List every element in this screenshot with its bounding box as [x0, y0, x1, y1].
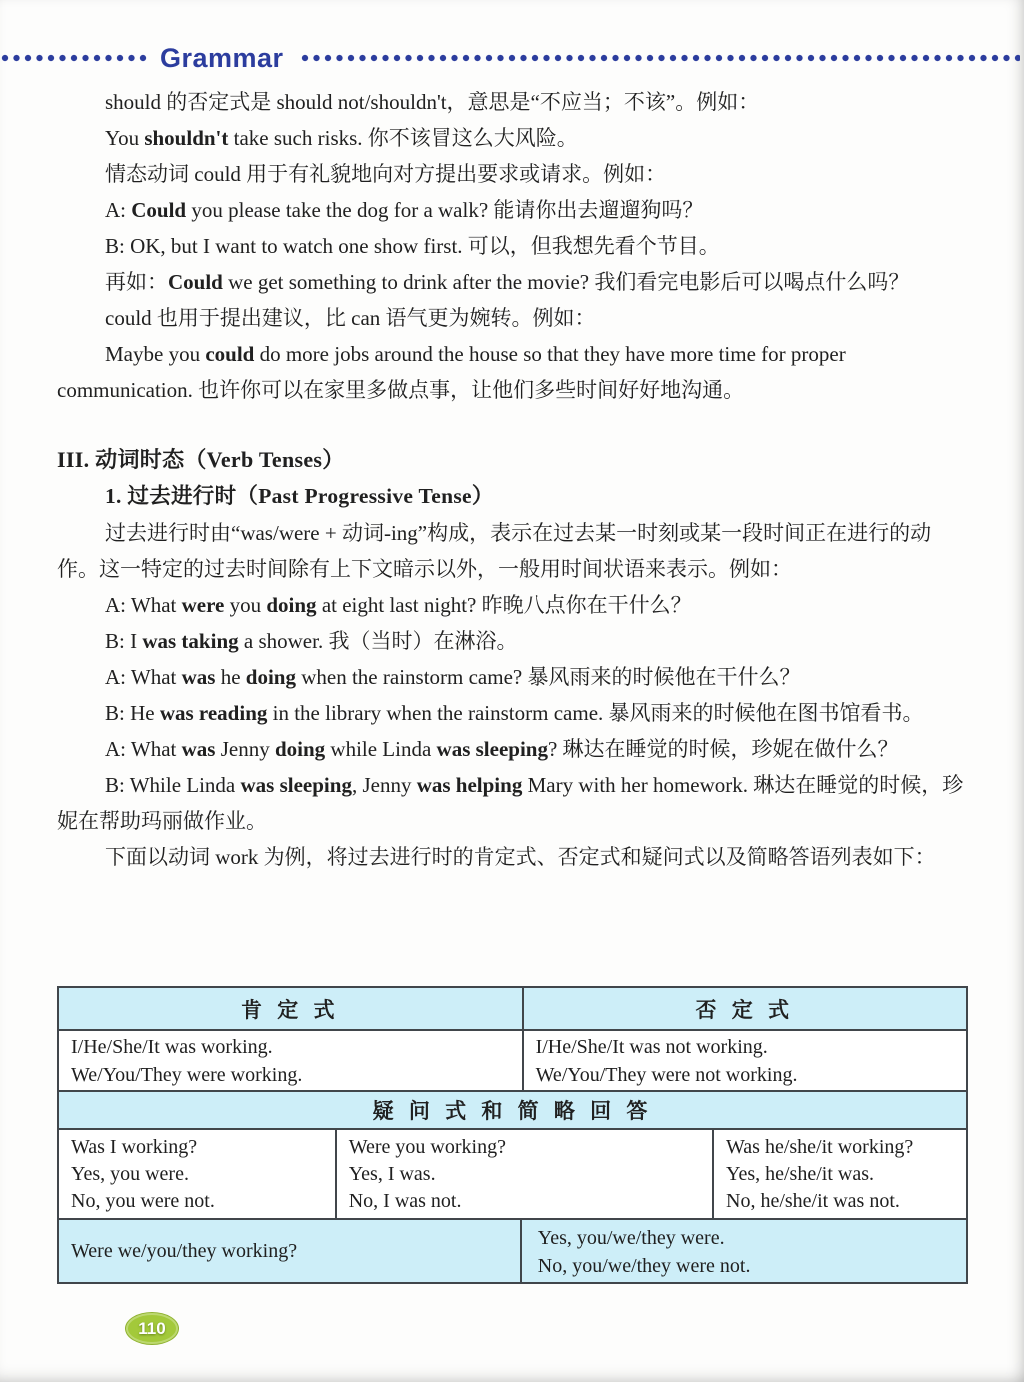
text-segment: A: [105, 198, 132, 222]
dotted-rule-right [300, 53, 1020, 63]
question-cell-first-person [59, 1130, 335, 1218]
text-segment: Jenny [215, 737, 275, 761]
dialog-eight-last-night-a [57, 587, 970, 623]
text-segment: You [105, 126, 145, 150]
text-segment: do more jobs around the house so that they have more time for proper communication. 也许你可以在家里多做点事，让他们多些时间好好地沟通。 [57, 342, 846, 402]
question-cell-third-person [712, 1130, 966, 1218]
text-segment: a shower. 我（当时）在淋浴。 [238, 629, 518, 653]
text-segment: 下面以动词 work 为例，将过去进行时的肯定式、否定式和疑问式以及简略答语列表如下： [105, 845, 936, 869]
text-segment: 情态动词 could 用于有礼貌地向对方提出要求或请求。例如： [105, 162, 667, 186]
text-segment: Maybe you [105, 342, 206, 366]
cell-line: Was he/she/it working? [726, 1136, 914, 1158]
heading-verb-tenses [57, 441, 970, 478]
text-segment: he [215, 665, 246, 689]
cell-line: No, you were not. [71, 1190, 215, 1212]
text-segment: could 也用于提出建议，比 can 语气更为婉转。例如： [105, 306, 596, 330]
paragraph-could-drink-example [57, 264, 970, 300]
cell-line: I/He/She/It was working. [71, 1036, 273, 1058]
cell-line: Was I working? [71, 1136, 198, 1158]
text-segment: shouldn't [144, 126, 229, 150]
dialog-jenny-linda-b [57, 767, 970, 839]
cell-line: I/He/She/It was not working. [535, 1036, 768, 1058]
dialog-rainstorm-b [57, 695, 970, 731]
dialog-could-dog-walk-a [57, 192, 970, 228]
grammar-header [0, 42, 1024, 74]
text-segment: doing [274, 737, 326, 761]
text-segment: were [181, 593, 225, 617]
plural-question-cell: Were we/you/they working? [71, 1239, 298, 1262]
text-segment: B: OK, but I want to watch one show first. 可以，但我想先看个节目。 [105, 234, 720, 258]
text-segment: A: What [105, 665, 182, 689]
paragraph-could-suggestion [57, 300, 970, 336]
text-segment: could [205, 342, 255, 366]
text-segment: at eight last night? 昨晚八点你在干什么？ [316, 593, 692, 617]
question-header-cell: 疑 问 式 和 简 略 回 答 [59, 1092, 966, 1128]
text-segment: was [181, 665, 216, 689]
paragraph-should-negation [57, 84, 970, 120]
text-segment: Mary with her homework. 琳达在睡觉的时候，珍妮在帮助玛丽做作业。 [57, 773, 964, 833]
text-segment: 再如： [105, 270, 168, 294]
question-cell-second-person [335, 1130, 712, 1218]
section-title: Grammar [160, 43, 284, 73]
paragraph-could-more-jobs [57, 336, 970, 408]
text-segment: should 的否定式是 should not/shouldn't，意思是“不应当；不该”。例如： [105, 90, 760, 114]
text-segment: was reading [159, 701, 268, 725]
text-segment: 1. 过去进行时（Past Progressive Tense） [105, 484, 494, 508]
affirmative-header-cell: 肯 定 式 [59, 988, 522, 1029]
cell-line: No, he/she/it was not. [726, 1190, 900, 1212]
text-segment: you please take the dog for a walk? 能请你出去遛遛狗吗？ [186, 198, 704, 222]
text-segment: was sleeping [436, 737, 548, 761]
text-segment: take such risks. 你不该冒这么大风险。 [228, 126, 578, 150]
negative-header-cell: 否 定 式 [522, 988, 966, 1029]
plural-answer-cell [520, 1220, 966, 1282]
page-number-badge [126, 1313, 178, 1344]
text-segment: you [224, 593, 267, 617]
cell-line: Yes, you were. [71, 1163, 189, 1185]
heading-past-progressive [57, 478, 970, 515]
text-segment: 过去进行时由“was/were + 动词-ing”构成，表示在过去某一时刻或某一段时间正在进行的动作。这一特定的过去时间除有上下文暗示以外，一般用时间状语来表示。例如： [57, 521, 932, 581]
negative-forms-cell [522, 1031, 966, 1090]
text-segment: was taking [142, 629, 239, 653]
past-progressive-table [57, 986, 968, 1284]
dialog-rainstorm-a [57, 659, 970, 695]
table-header-row [59, 988, 966, 1029]
cell-line: We/You/They were working. [71, 1064, 303, 1086]
text-segment: A: What [105, 593, 182, 617]
text-segment: Could [131, 198, 187, 222]
cell-line: Yes, I was. [348, 1163, 436, 1185]
table-forms-row [59, 1029, 966, 1090]
paragraph-table-intro [57, 839, 970, 875]
body-text [57, 84, 970, 875]
text-segment: doing [266, 593, 317, 617]
dotted-rule-left [0, 53, 148, 63]
cell-line: No, you/we/they were not. [537, 1255, 751, 1277]
affirmative-forms-cell [59, 1031, 522, 1090]
text-segment: was helping [416, 773, 523, 797]
table-question-row [59, 1128, 966, 1218]
text-segment: in the library when the rainstorm came. 暴风雨来的时候他在图书馆看书。 [267, 701, 924, 725]
table-plural-question-row [59, 1218, 966, 1282]
paragraph-could-polite [57, 156, 970, 192]
text-segment: A: What [105, 737, 182, 761]
text-segment: Could [168, 270, 223, 294]
cell-line: Yes, you/we/they were. [537, 1227, 725, 1249]
dialog-jenny-linda-a [57, 731, 970, 767]
cell-line: Yes, he/she/it was. [726, 1163, 874, 1185]
text-segment: III. 动词时态（Verb Tenses） [57, 447, 345, 472]
text-segment: B: While Linda [105, 773, 241, 797]
text-segment: we get something to drink after the movie? 我们看完电影后可以喝点什么吗？ [222, 270, 910, 294]
dialog-could-dog-walk-b [57, 228, 970, 264]
cell-line: No, I was not. [348, 1190, 462, 1212]
text-segment: while Linda [325, 737, 437, 761]
text-segment: was [181, 737, 216, 761]
cell-line: Were you working? [348, 1136, 506, 1158]
page-number: 110 [138, 1318, 166, 1338]
text-segment: was sleeping [240, 773, 352, 797]
text-segment: B: He [105, 701, 160, 725]
text-segment: B: I [105, 629, 143, 653]
cell-line: We/You/They were not working. [535, 1064, 798, 1086]
table-question-header-row [59, 1090, 966, 1128]
paragraph-shouldnt-example [57, 120, 970, 156]
text-segment: when the rainstorm came? 暴风雨来的时候他在干什么？ [295, 665, 801, 689]
dialog-eight-last-night-b [57, 623, 970, 659]
text-segment: ? 琳达在睡觉的时候，珍妮在做什么？ [547, 737, 899, 761]
text-segment: , Jenny [351, 773, 417, 797]
text-segment: doing [245, 665, 296, 689]
paragraph-past-progressive-intro [57, 515, 970, 587]
